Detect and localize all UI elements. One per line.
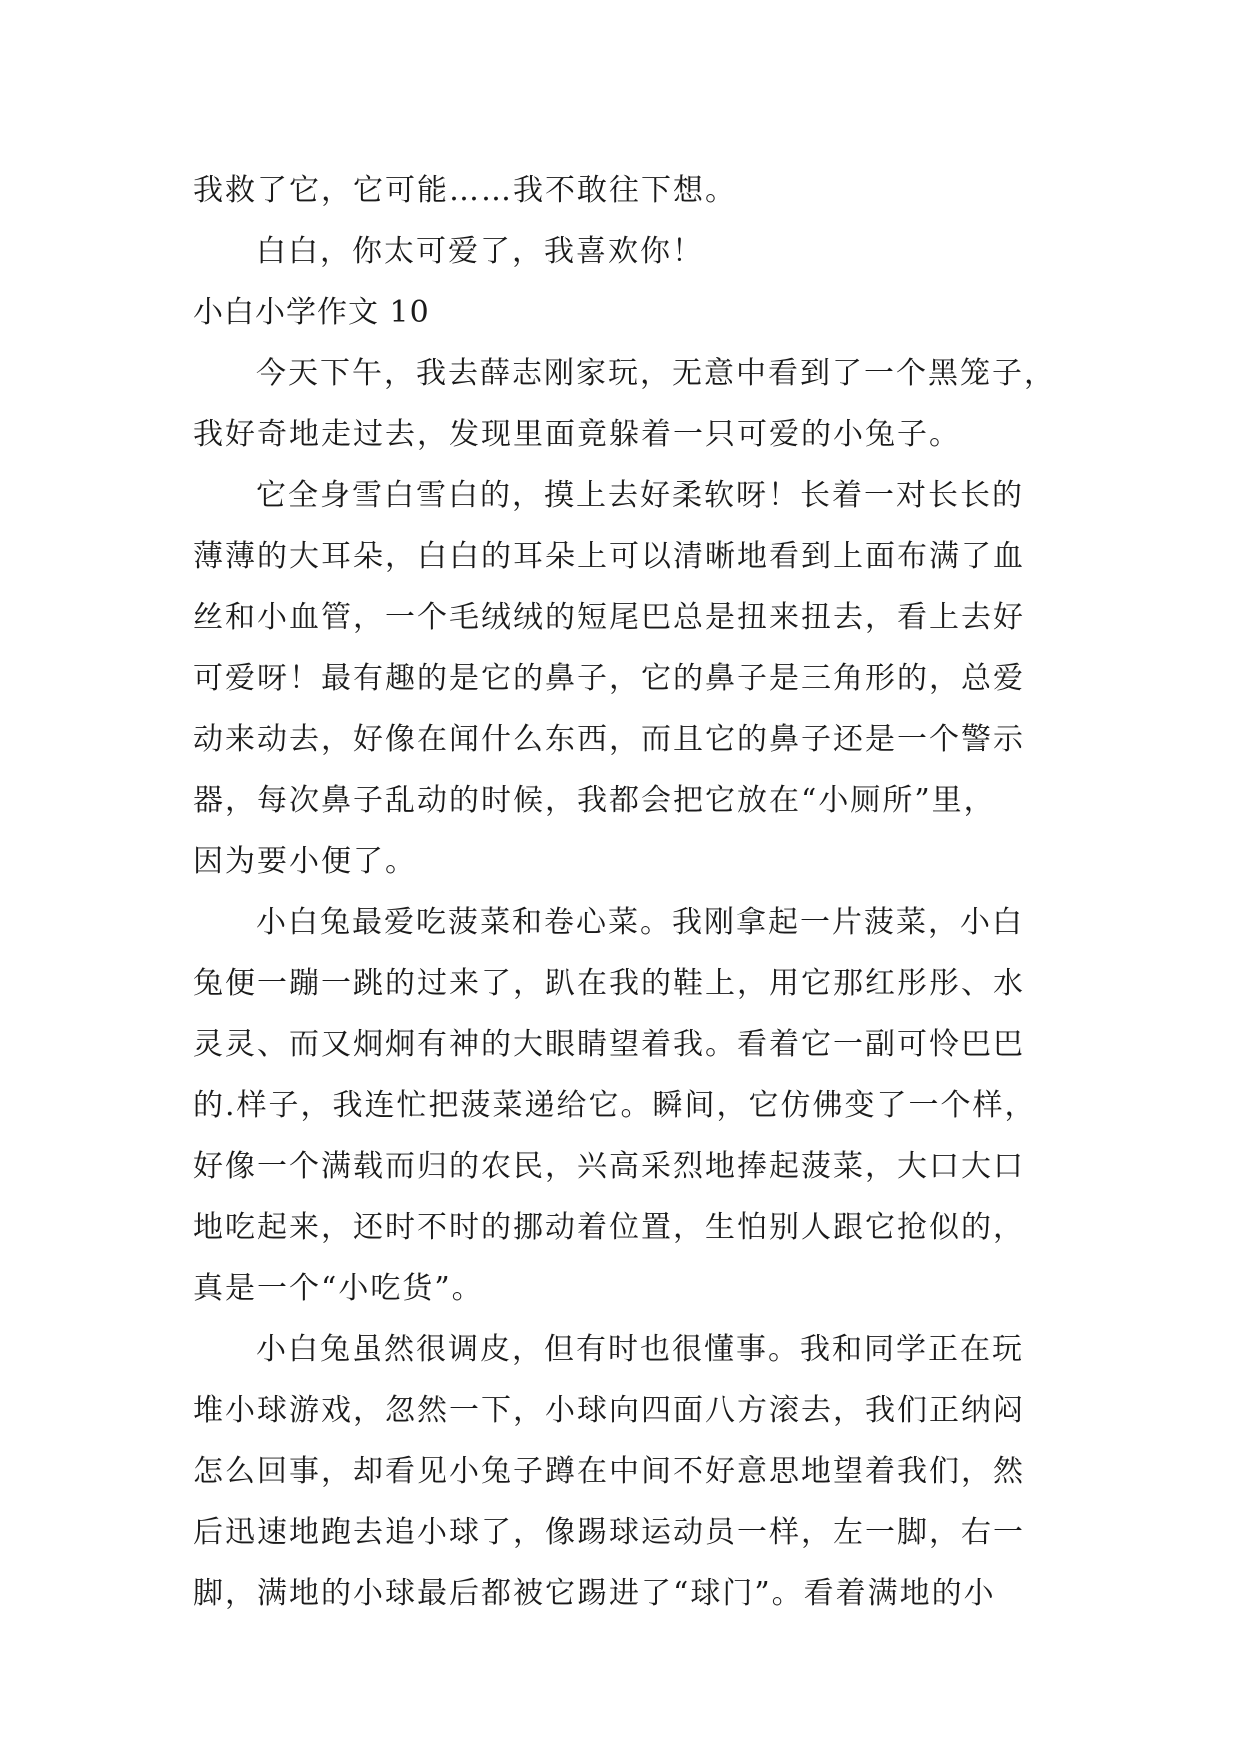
text-line: 好像一个满载而归的农民，兴高采烈地捧起菠菜，大口大口 [193,1149,1025,1184]
text-line: 灵灵、而又炯炯有神的大眼睛望着我。看着它一副可怜巴巴 [193,1027,1025,1062]
text-line: 怎么回事，却看见小兔子蹲在中间不好意思地望着我们，然 [193,1454,1025,1489]
text-line: 器，每次鼻子乱动的时候，我都会把它放在“小厕所”里， [193,783,996,818]
text-line: 我好奇地走过去，发现里面竟躲着一只可爱的小兔子。 [193,417,961,452]
text-line: 薄薄的大耳朵，白白的耳朵上可以清晰地看到上面布满了血 [193,539,1025,574]
text-line: 它全身雪白雪白的，摸上去好柔软呀！长着一对长长的 [256,478,1024,513]
text-line: 兔便一蹦一跳的过来了，趴在我的鞋上，用它那红彤彤、水 [193,966,1025,1001]
text-line: 后迅速地跑去追小球了，像踢球运动员一样，左一脚，右一 [193,1515,1025,1550]
text-line: 因为要小便了。 [193,844,417,879]
text-line: 小白兔虽然很调皮，但有时也很懂事。我和同学正在玩 [256,1332,1024,1367]
text-line: 小白兔最爱吃菠菜和卷心菜。我刚拿起一片菠菜，小白 [256,905,1024,940]
text-line: 脚，满地的小球最后都被它踢进了“球门”。看着满地的小 [193,1576,996,1611]
text-line: 可爱呀！最有趣的是它的鼻子，它的鼻子是三角形的，总爱 [193,661,1025,696]
text-line: 的.样子，我连忙把菠菜递给它。瞬间，它仿佛变了一个样， [193,1088,1037,1123]
text-line: 堆小球游戏，忽然一下，小球向四面八方滚去，我们正纳闷 [193,1393,1025,1428]
document-body [193,160,1063,1624]
text-line: 丝和小血管，一个毛绒绒的短尾巴总是扭来扭去，看上去好 [193,600,1025,635]
text-line: 动来动去，好像在闻什么东西，而且它的鼻子还是一个警示 [193,722,1025,757]
text-line: 地吃起来，还时不时的挪动着位置，生怕别人跟它抢似的， [193,1210,1025,1245]
text-line: 白白，你太可爱了，我喜欢你！ [256,234,704,269]
section-heading: 小白小学作文 10 [193,295,430,330]
text-line: 我救了它，它可能……我不敢往下想。 [193,173,737,208]
text-line: 真是一个“小吃货”。 [193,1271,484,1306]
text-line: 今天下午，我去薛志刚家玩，无意中看到了一个黑笼子， [256,356,1056,391]
